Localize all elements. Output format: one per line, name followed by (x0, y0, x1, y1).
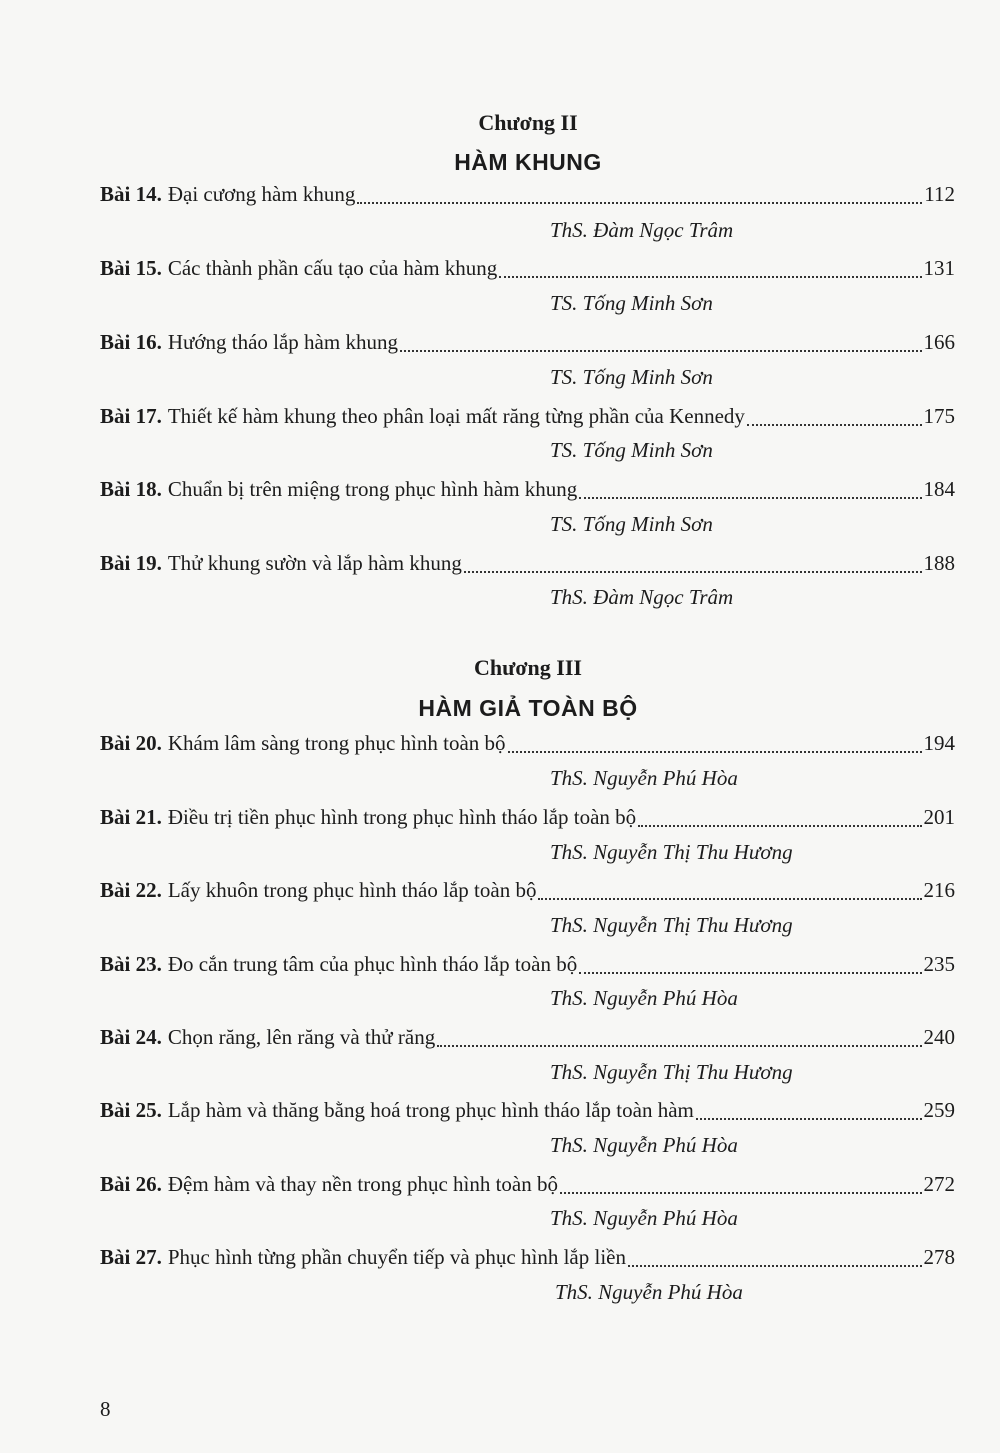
lesson-title: Đại cương hàm khung (167, 182, 356, 206)
chapter-label: Chương III (474, 655, 582, 680)
lesson-author: ThS. Nguyễn Thị Thu Hương (550, 1060, 793, 1084)
dot-leader (400, 349, 922, 352)
toc-entry (100, 1172, 955, 1200)
toc-entry (100, 404, 955, 432)
lesson-number: Bài 26. (100, 1172, 162, 1196)
dot-leader (437, 1044, 921, 1047)
page-number: 8 (100, 1397, 111, 1421)
dot-leader (579, 496, 921, 499)
lesson-title: Khám lâm sàng trong phục hình toàn bộ (167, 731, 506, 755)
page-reference: 175 (923, 404, 955, 428)
page-reference: 201 (923, 805, 955, 829)
page-reference: 112 (924, 182, 955, 206)
chapter-title: HÀM KHUNG (454, 149, 602, 175)
toc-entry (100, 1245, 955, 1273)
dot-leader (357, 201, 922, 204)
lesson-title: Các thành phần cấu tạo của hàm khung (167, 256, 498, 280)
toc-entry (100, 551, 955, 579)
lesson-number: Bài 18. (100, 477, 162, 501)
page-reference: 184 (923, 477, 955, 501)
lesson-number: Bài 21. (100, 805, 162, 829)
chapter-label: Chương II (478, 110, 578, 135)
toc-entry (100, 477, 955, 505)
lesson-title: Hướng tháo lắp hàm khung (167, 330, 398, 354)
dot-leader (696, 1117, 922, 1120)
lesson-author: TS. Tống Minh Sơn (550, 365, 713, 389)
toc-entry (100, 878, 955, 906)
lesson-number: Bài 25. (100, 1098, 162, 1122)
dot-leader (538, 897, 921, 900)
lesson-number: Bài 27. (100, 1245, 162, 1269)
lesson-author: ThS. Đàm Ngọc Trâm (550, 218, 734, 242)
lesson-author: ThS. Nguyễn Thị Thu Hương (550, 840, 793, 864)
lesson-title: Thiết kế hàm khung theo phân loại mất răng từng phần của Kennedy (167, 404, 745, 428)
lesson-number: Bài 23. (100, 952, 162, 976)
lesson-author: ThS. Nguyễn Phú Hòa (550, 986, 738, 1010)
lesson-author: ThS. Đàm Ngọc Trâm (550, 585, 734, 609)
lesson-author: ThS. Nguyễn Thị Thu Hương (550, 913, 793, 937)
dot-leader (560, 1191, 921, 1194)
lesson-number: Bài 24. (100, 1025, 162, 1049)
dot-leader (499, 275, 921, 278)
lesson-number: Bài 20. (100, 731, 162, 755)
toc-entry (100, 731, 955, 759)
toc-entry (100, 805, 955, 833)
page-reference: 259 (923, 1098, 955, 1122)
page-reference: 235 (923, 952, 955, 976)
toc-entry (100, 182, 955, 210)
dot-leader (464, 570, 922, 573)
lesson-author: TS. Tống Minh Sơn (550, 291, 713, 315)
lesson-number: Bài 17. (100, 404, 162, 428)
lesson-author: ThS. Nguyễn Phú Hòa (550, 1206, 738, 1230)
lesson-author: ThS. Nguyễn Phú Hòa (550, 766, 738, 790)
lesson-title: Đệm hàm và thay nền trong phục hình toàn bộ (167, 1172, 559, 1196)
lesson-author: TS. Tống Minh Sơn (550, 512, 713, 536)
toc-entry (100, 256, 955, 284)
lesson-author: TS. Tống Minh Sơn (550, 438, 713, 462)
lesson-title: Lấy khuôn trong phục hình tháo lắp toàn bộ (167, 878, 537, 902)
page-reference: 216 (923, 878, 955, 902)
page-reference: 278 (923, 1245, 955, 1269)
lesson-number: Bài 14. (100, 182, 162, 206)
toc-entry (100, 952, 955, 980)
lesson-number: Bài 16. (100, 330, 162, 354)
page-reference: 166 (923, 330, 955, 354)
lesson-title: Điều trị tiền phục hình trong phục hình tháo lắp toàn bộ (167, 805, 637, 829)
lesson-title: Phục hình từng phần chuyển tiếp và phục hình lắp liền (167, 1245, 626, 1269)
lesson-number: Bài 22. (100, 878, 162, 902)
toc-entry (100, 1025, 955, 1053)
lesson-title: Đo cắn trung tâm của phục hình tháo lắp toàn bộ (167, 952, 578, 976)
dot-leader (579, 971, 921, 974)
lesson-number: Bài 19. (100, 551, 162, 575)
dot-leader (638, 824, 921, 827)
lesson-title: Chọn răng, lên răng và thử răng (167, 1025, 436, 1049)
page-reference: 131 (923, 256, 955, 280)
lesson-title: Lắp hàm và thăng bằng hoá trong phục hình tháo lắp toàn hàm (167, 1098, 694, 1122)
toc-entry (100, 1098, 955, 1126)
lesson-number: Bài 15. (100, 256, 162, 280)
page-reference: 188 (923, 551, 955, 575)
page-reference: 194 (923, 731, 955, 755)
dot-leader (747, 423, 922, 426)
lesson-title: Thử khung sườn và lắp hàm khung (167, 551, 462, 575)
lesson-title: Chuẩn bị trên miệng trong phục hình hàm khung (167, 477, 578, 501)
chapter-title: HÀM GIẢ TOÀN BỘ (418, 695, 638, 721)
page-reference: 272 (923, 1172, 955, 1196)
page-reference: 240 (923, 1025, 955, 1049)
dot-leader (628, 1264, 922, 1267)
lesson-author: ThS. Nguyễn Phú Hòa (550, 1133, 738, 1157)
lesson-author: ThS. Nguyễn Phú Hòa (555, 1280, 743, 1304)
toc-entry (100, 330, 955, 358)
dot-leader (508, 750, 922, 753)
